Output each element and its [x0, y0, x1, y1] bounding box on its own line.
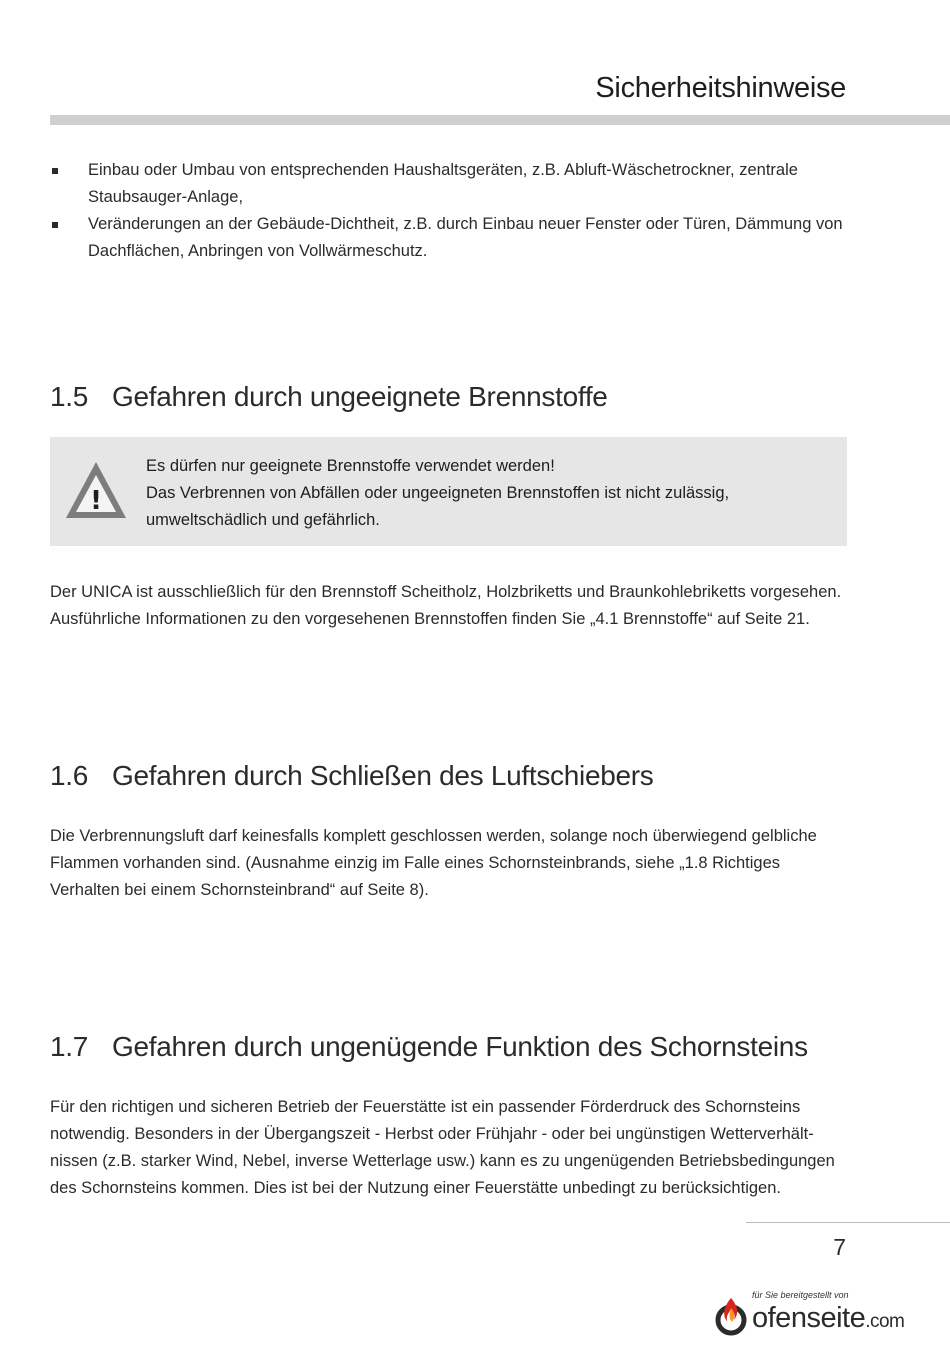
brand-name: ofenseite.com: [752, 1302, 905, 1334]
warning-box: [50, 437, 847, 546]
section-title: Gefahren durch ungeeignete Brennstoffe: [112, 381, 608, 412]
section-number: 1.6: [50, 760, 89, 791]
list-item-text: Veränderungen an der Gebäude-Dichtheit, z.B. durch Einbau neuer Fenster oder Türen, Dämmung von Dachflächen, Anbringen von Vollwärmeschutz.: [88, 215, 843, 260]
warning-line: umweltschädlich und gefährlich.: [146, 511, 380, 529]
section-1-7-body: Für den richtigen und sicheren Betrieb der Feuerstätte ist ein passender Förderdruck des Schornsteins notwendig. Besonders in der Übergangszeit - Herbst oder Frühjahr - oder bei ungünstigen Wetterverhält-nissen (z.B. starker Wind, Nebel, inverse Wetterlage usw.) kann es zu ungenügenden Betriebsbedingungen des Schornsteins kommen. Dies ist bei der Nutzung einer Feuerstätte unbedingt zu berücksichtigen.: [50, 1098, 835, 1197]
warning-triangle-icon: [64, 459, 128, 521]
warning-line: Es dürfen nur geeignete Brennstoffe verwendet werden!: [146, 457, 555, 475]
bullet-list: [50, 157, 850, 265]
flame-logo-icon: [714, 1294, 748, 1336]
warning-line: Das Verbrennen von Abfällen oder ungeeigneten Brennstoffen ist nicht zulässig,: [146, 484, 730, 502]
section-number: 1.7: [50, 1031, 89, 1062]
bullet-square-icon: [52, 222, 58, 228]
warning-symbol: !: [90, 486, 102, 516]
section-title: Gefahren durch Schließen des Luftschiebers: [112, 760, 654, 791]
section-1-5-body: Der UNICA ist ausschließlich für den Brennstoff Scheitholz, Holzbriketts und Braunkohlebriketts vorgesehen. Ausführliche Informationen zu den vorgesehenen Brennstoffen finden Sie „4.1 Brennstoffe“ auf Seite 21.: [50, 583, 842, 628]
section-title: Gefahren durch ungenügende Funktion des Schornsteins: [112, 1031, 808, 1062]
section-number: 1.5: [50, 381, 89, 412]
list-item-text: Einbau oder Umbau von entsprechenden Haushaltsgeräten, z.B. Abluft-Wäschetrockner, zentrale Staubsauger-Anlage,: [88, 161, 798, 206]
section-1-6-body: Die Verbrennungsluft darf keinesfalls komplett geschlossen werden, solange noch überwiegend gelbliche Flammen vorhanden sind. (Ausnahme einzig im Falle eines Schornsteinbrands, siehe „1.8 Richtiges Verhalten bei einem Schornsteinbrand“ auf Seite 8).: [50, 827, 817, 899]
warning-text: [146, 453, 826, 534]
list-item: [50, 211, 850, 265]
section-heading-1-7: [50, 1031, 808, 1063]
brand-tagline: für Sie bereitgestellt von: [752, 1290, 849, 1300]
section-heading-1-5: [50, 381, 608, 413]
page-number: 7: [833, 1234, 846, 1260]
ofenseite-logo: [712, 1288, 950, 1348]
section-heading-1-6: [50, 760, 654, 792]
list-item: [50, 157, 850, 211]
header-divider: [50, 115, 950, 125]
footer-divider: [746, 1222, 950, 1223]
page-header-title: Sicherheitshinweise: [595, 72, 846, 104]
bullet-square-icon: [52, 168, 58, 174]
